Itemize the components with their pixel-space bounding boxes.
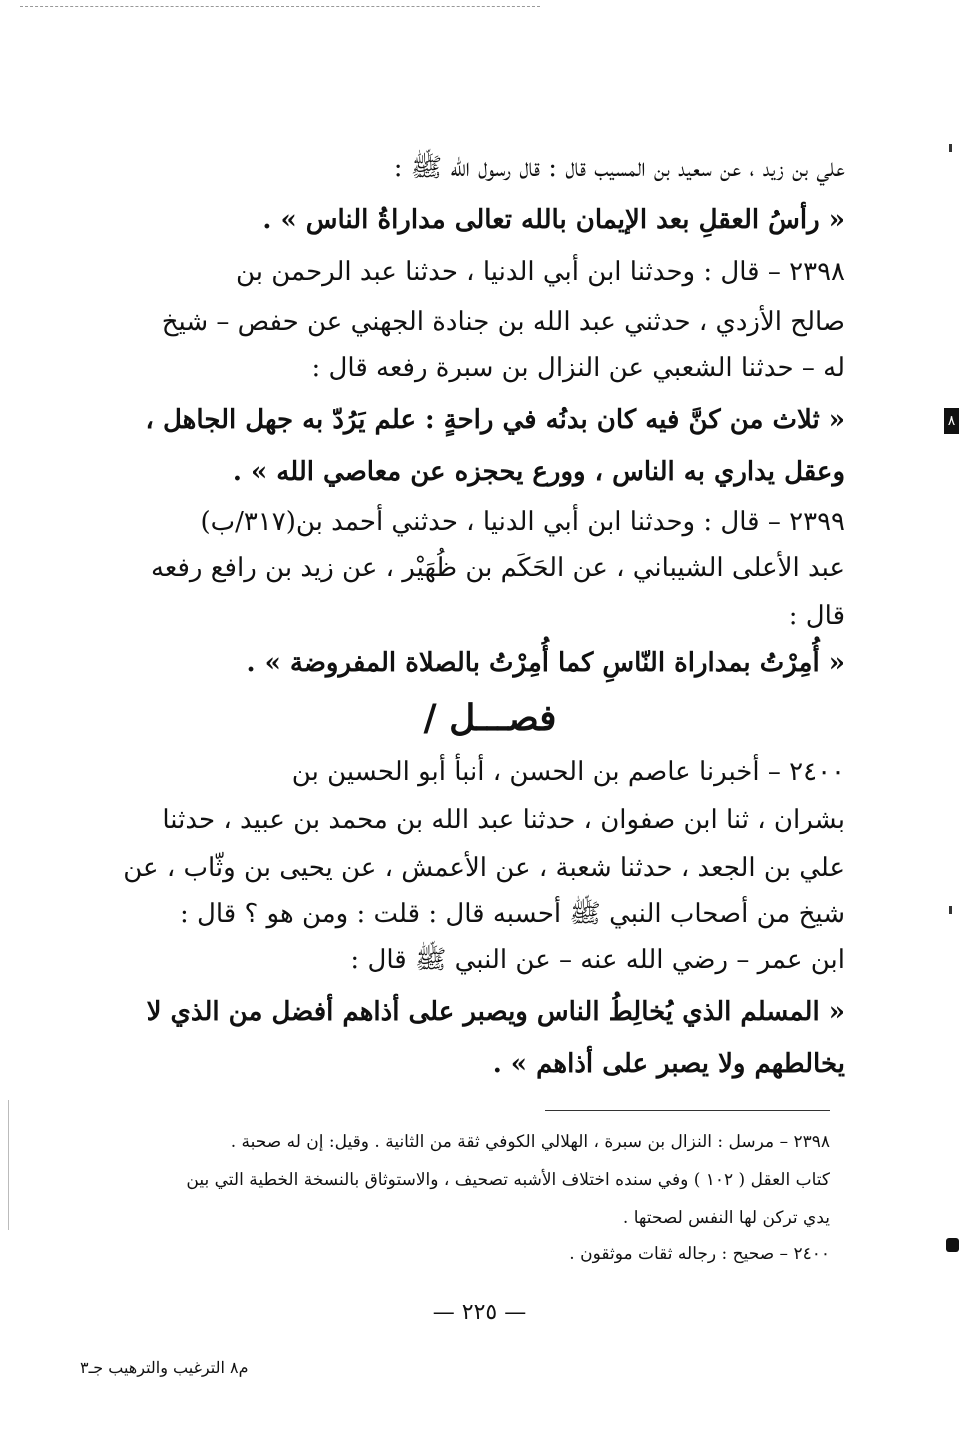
side-dot bbox=[949, 144, 952, 152]
footnote-line: ٢٤٠٠ – صحيح : رجاله ثقات موثقون . bbox=[569, 1244, 830, 1264]
footnote-line: يدي تركن لها النفس لصحتها . bbox=[622, 1208, 830, 1228]
side-ink-mark bbox=[946, 1238, 959, 1252]
text-line: بشران ، ثنا ابن صفوان ، حدثنا عبد الله بن محمد بن عبيد ، حدثنا bbox=[162, 805, 845, 835]
text-line: له – حدثنا الشعبي عن النزال بن سبرة رفعه قال : bbox=[311, 353, 845, 383]
hadith-line: يخالطهم ولا يصبر على أذاهم » . bbox=[492, 1049, 845, 1079]
footnote-line: كتاب العقل ( ١٠٢ ) وفي سنده اختلاف الأشبه تصحيف ، والاستوثاق بالنسخة الخطية التي بين bbox=[186, 1170, 830, 1190]
top-dashed-rule bbox=[20, 6, 540, 9]
side-tab-marker: ٨ bbox=[944, 408, 959, 434]
hadith-line: « ثلاث من كنَّ فيه كان بدنُه في راحةٍ : علم يَرُدّ به جهل الجاهل ، bbox=[145, 405, 845, 435]
margin-scan-line bbox=[8, 1100, 9, 1230]
text-line: ٢٤٠٠ – أخبرنا عاصم بن الحسن ، أنبأ أبو الحسين بن bbox=[291, 757, 845, 787]
text-line: ابن عمر – رضي الله عنه – عن النبي ﷺ قال : bbox=[350, 945, 845, 975]
hadith-line: وعقل يداري به الناس ، وورع يحجزه عن معاصي الله » . bbox=[232, 457, 845, 487]
book-reference: م٨ الترغيب والترهيب جـ٣ bbox=[80, 1358, 249, 1377]
text-line: علي بن زيد ، عن سعيد بن المسيب قال : قال رسول الله ﷺ : bbox=[393, 153, 845, 183]
footnote-line: ٢٣٩٨ – مرسل : النزال بن سبرة ، الهلالي الكوفي ثقة من الثانية . وقيل: إن له صحبة . bbox=[230, 1132, 830, 1152]
page-number: — ٢٢٥ — bbox=[432, 1300, 527, 1325]
section-heading: فصـــل / bbox=[423, 697, 557, 739]
hadith-line: « أُمِرْتُ بمداراة النّاسِ كما أُمِرْتُ بالصلاة المفروضة » . bbox=[246, 648, 845, 678]
text-line: صالح الأزدي ، حدثني عبد الله بن جنادة الجهني عن حفص – شيخ bbox=[161, 307, 845, 337]
text-line: قال : bbox=[788, 601, 845, 631]
text-line: ٢٣٩٨ – قال : وحدثنا ابن أبي الدنيا ، حدثنا عبد الرحمن بن bbox=[235, 257, 845, 287]
text-line: ٢٣٩٩ – قال : وحدثنا ابن أبي الدنيا ، حدثني أحمد بن(٣١٧/ب) bbox=[200, 507, 845, 537]
footnote-rule bbox=[545, 1110, 830, 1111]
hadith-line: « رأسُ العقلِ بعد الإيمان بالله تعالى مداراةُ الناس » . bbox=[262, 205, 845, 235]
side-dot bbox=[949, 906, 952, 914]
text-line: عبد الأعلى الشيباني ، عن الحَكَم بن ظُهَيْر ، عن زيد بن رافع رفعه bbox=[150, 553, 845, 583]
text-line: علي بن الجعد ، حدثنا شعبة ، عن الأعمش ، عن يحيى بن وثّاب ، عن bbox=[123, 853, 845, 883]
text-line: شيخ من أصحاب النبي ﷺ أحسبه قال : قلت : ومن هو ؟ قال : bbox=[179, 899, 845, 929]
hadith-line: « المسلم الذي يُخالِطُ الناس ويصبر على أذاهم أفضل من الذي لا bbox=[146, 997, 845, 1027]
